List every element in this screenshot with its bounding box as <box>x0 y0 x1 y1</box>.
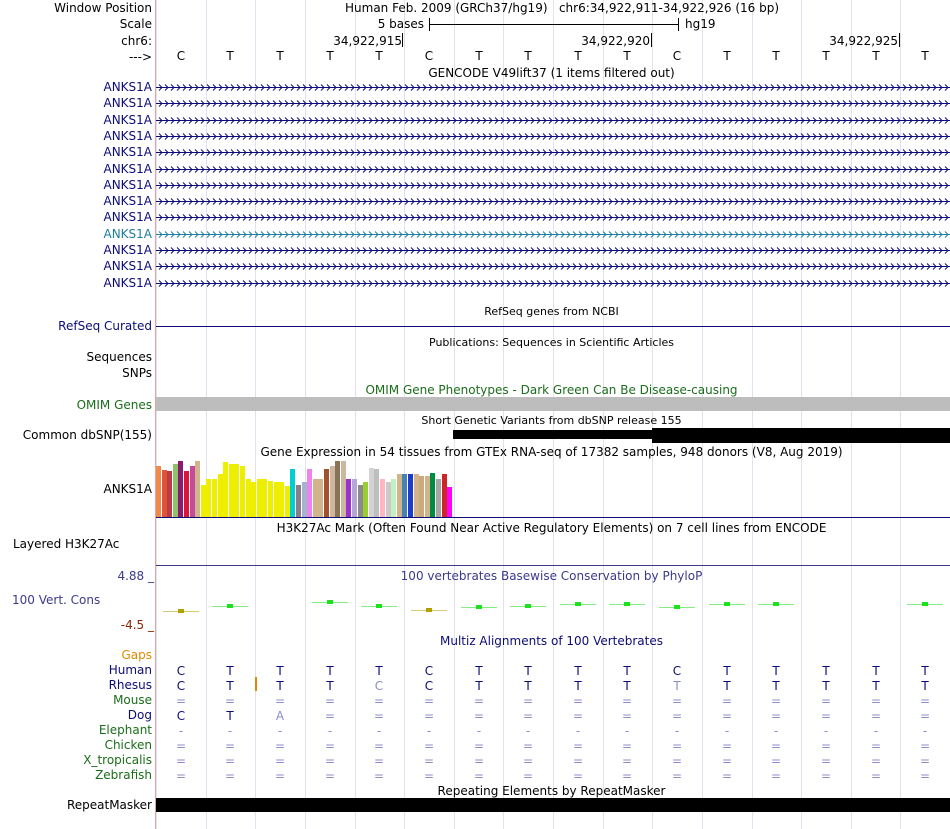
alignment-base: = <box>373 694 385 708</box>
alignment-base: = <box>274 754 286 768</box>
gencode-item-label[interactable]: ANKS1A <box>103 243 152 257</box>
alignment-base: = <box>324 709 336 723</box>
gtex-tissue-bar[interactable] <box>374 469 379 517</box>
gtex-tissue-bar[interactable] <box>363 482 368 517</box>
repeatmasker-track-label[interactable]: RepeatMasker <box>66 798 152 812</box>
gaps-label: Gaps <box>121 648 152 662</box>
reference-base: T <box>723 49 731 63</box>
species-label: Zebrafish <box>95 768 152 782</box>
gtex-tissue-bar[interactable] <box>307 469 312 517</box>
species-label: Mouse <box>113 693 152 707</box>
alignment-base: = <box>820 754 832 768</box>
species-label: Human <box>108 663 152 677</box>
alignment-base: T <box>226 679 234 693</box>
alignment-base: = <box>522 709 534 723</box>
conservation-min: -4.5 _ <box>120 618 154 632</box>
alignment-base: C <box>672 664 682 678</box>
alignment-base: = <box>423 754 435 768</box>
alignment-base: = <box>870 739 882 753</box>
alignment-base: = <box>919 739 931 753</box>
conservation-score-mark <box>922 602 928 606</box>
refseq-track-title: RefSeq genes from NCBI <box>484 305 619 318</box>
gtex-tissue-bar[interactable] <box>408 474 413 517</box>
gencode-transcript[interactable] <box>156 178 950 192</box>
coord-label: 34,922,915 <box>333 34 402 48</box>
alignment-base: = <box>522 769 534 783</box>
gtex-tissue-bar[interactable] <box>402 474 407 517</box>
alignment-base: - <box>178 724 184 738</box>
chrom-label: chr6: <box>121 34 152 48</box>
gencode-item-label[interactable]: ANKS1A <box>103 276 152 290</box>
alignment-base: - <box>873 724 879 738</box>
gtex-tissue-bar[interactable] <box>234 464 239 517</box>
omim-feature-bar[interactable] <box>156 397 950 411</box>
scale-bar-left-tick <box>429 18 430 31</box>
dbsnp-track-label[interactable]: Common dbSNP(155) <box>22 428 152 442</box>
alignment-base: = <box>870 754 882 768</box>
alignment-base: = <box>721 769 733 783</box>
alignment-base: - <box>624 724 630 738</box>
alignment-base: = <box>919 709 931 723</box>
conservation-score-mark <box>327 600 333 604</box>
gtex-tissue-bar[interactable] <box>240 466 245 517</box>
reference-base: T <box>822 49 830 63</box>
alignment-base: C <box>424 679 434 693</box>
gtex-tissue-bar[interactable] <box>251 482 256 517</box>
gencode-item-label[interactable]: ANKS1A <box>103 227 152 241</box>
gtex-tissue-bar[interactable] <box>223 462 228 517</box>
alignment-base: = <box>324 754 336 768</box>
alignment-base: C <box>176 664 186 678</box>
gencode-item-label[interactable]: ANKS1A <box>103 210 152 224</box>
alignment-base: = <box>721 754 733 768</box>
alignment-base: = <box>770 754 782 768</box>
alignment-base: = <box>473 754 485 768</box>
alignment-base: T <box>921 679 929 693</box>
alignment-base: = <box>274 694 286 708</box>
alignment-base: = <box>572 694 584 708</box>
alignment-base: = <box>274 739 286 753</box>
reference-base: T <box>226 49 234 63</box>
alignment-base: = <box>671 694 683 708</box>
alignment-base: = <box>919 694 931 708</box>
reference-base: T <box>276 49 284 63</box>
alignment-base: - <box>773 724 779 738</box>
alignment-base: = <box>820 709 832 723</box>
alignment-base: = <box>820 739 832 753</box>
strand-label: ---> <box>128 50 152 64</box>
reference-base: C <box>424 49 434 63</box>
alignment-base: = <box>919 769 931 783</box>
gencode-transcript[interactable] <box>156 96 950 110</box>
alignment-base: = <box>473 769 485 783</box>
alignment-base: T <box>226 709 234 723</box>
conservation-score-mark <box>178 609 184 613</box>
alignment-base: = <box>324 739 336 753</box>
gtex-tissue-bar[interactable] <box>290 469 295 517</box>
scale-bar <box>429 24 679 25</box>
scale-text: 5 bases <box>377 17 424 31</box>
multiz-track-title: Multiz Alignments of 100 Vertebrates <box>439 634 664 648</box>
alignment-base: T <box>375 664 383 678</box>
gencode-item-label[interactable]: ANKS1A <box>103 129 152 143</box>
omim-track-title: OMIM Gene Phenotypes - Dark Green Can Be Disease-causing <box>365 383 738 397</box>
gencode-transcript[interactable] <box>156 276 950 290</box>
alignment-base: T <box>872 664 880 678</box>
alignment-base: T <box>326 679 334 693</box>
alignment-base: = <box>572 769 584 783</box>
gencode-item-label[interactable]: ANKS1A <box>103 96 152 110</box>
alignment-base: - <box>575 724 581 738</box>
gtex-tissue-bar[interactable] <box>352 479 357 517</box>
gencode-item-label[interactable]: ANKS1A <box>103 194 152 208</box>
alignment-base: = <box>919 754 931 768</box>
gtex-tissue-bar[interactable] <box>156 466 161 517</box>
gencode-transcript[interactable] <box>156 162 950 176</box>
conservation-score-mark <box>674 605 680 609</box>
alignment-base: T <box>772 664 780 678</box>
reference-base: T <box>872 49 880 63</box>
gtex-baseline <box>156 517 950 518</box>
gencode-item-label[interactable]: ANKS1A <box>103 80 152 94</box>
alignment-base: T <box>623 664 631 678</box>
alignment-base: C <box>424 664 434 678</box>
alignment-base: = <box>721 694 733 708</box>
refseq-line <box>156 326 950 327</box>
alignment-base: T <box>723 664 731 678</box>
alignment-base: = <box>373 739 385 753</box>
conservation-score-mark <box>525 604 531 608</box>
alignment-base: = <box>522 754 534 768</box>
alignment-base: T <box>772 679 780 693</box>
gtex-tissue-bar[interactable] <box>268 481 273 517</box>
dbsnp-feature[interactable] <box>652 428 950 443</box>
reference-base: C <box>176 49 186 63</box>
coord-tick <box>651 33 652 47</box>
alignment-base: = <box>224 754 236 768</box>
coord-tick <box>402 33 403 47</box>
dbsnp-track-title: Short Genetic Variants from dbSNP release 155 <box>421 414 682 427</box>
gtex-tissue-bar[interactable] <box>419 476 424 517</box>
alignment-base: T <box>326 664 334 678</box>
gtex-tissue-bar[interactable] <box>212 479 217 517</box>
gencode-transcript[interactable] <box>156 259 950 273</box>
alignment-base: = <box>175 754 187 768</box>
gtex-tissue-bar[interactable] <box>184 471 189 517</box>
gtex-tissue-bar[interactable] <box>346 479 351 517</box>
alignment-base: - <box>327 724 333 738</box>
conservation-score-mark <box>575 602 581 606</box>
gencode-transcript[interactable] <box>156 80 950 94</box>
gencode-item-label[interactable]: ANKS1A <box>103 162 152 176</box>
refseq-track-label[interactable]: RefSeq Curated <box>58 319 152 333</box>
alignment-base: = <box>770 739 782 753</box>
species-label: Chicken <box>104 738 152 752</box>
alignment-base: T <box>475 664 483 678</box>
h3k27ac-baseline <box>156 565 950 566</box>
alignment-base: = <box>373 709 385 723</box>
reference-base: T <box>574 49 582 63</box>
alignment-base: = <box>324 694 336 708</box>
alignment-base: = <box>522 694 534 708</box>
alignment-base: T <box>574 664 582 678</box>
alignment-base: = <box>423 709 435 723</box>
alignment-base: = <box>721 709 733 723</box>
conservation-score-mark <box>624 602 630 606</box>
alignment-base: A <box>275 709 285 723</box>
alignment-base: = <box>373 769 385 783</box>
gencode-transcript[interactable] <box>156 129 950 143</box>
gtex-tissue-bar[interactable] <box>206 479 211 517</box>
conservation-max: 4.88 _ <box>117 569 154 583</box>
alignment-base: = <box>621 739 633 753</box>
gtex-tissue-bar[interactable] <box>436 479 441 517</box>
gtex-tissue-bar[interactable] <box>296 485 301 517</box>
species-label: Elephant <box>98 723 152 737</box>
alignment-base: T <box>276 664 284 678</box>
alignment-base: - <box>426 724 432 738</box>
alignment-base: = <box>870 769 882 783</box>
alignment-base: - <box>724 724 730 738</box>
scale-label: Scale <box>119 17 152 31</box>
gtex-tissue-bar[interactable] <box>380 479 385 517</box>
alignment-base: = <box>770 709 782 723</box>
conservation-track-label[interactable]: 100 Vert. Cons <box>12 593 101 607</box>
alignment-base: T <box>872 679 880 693</box>
alignment-base: = <box>820 694 832 708</box>
conservation-score-mark <box>773 602 779 606</box>
gtex-tissue-bar[interactable] <box>178 461 183 517</box>
gtex-tissue-bar[interactable] <box>391 479 396 517</box>
alignment-base: = <box>721 739 733 753</box>
reference-base: C <box>672 49 682 63</box>
snps-track-label[interactable]: SNPs <box>122 366 152 380</box>
alignment-base: = <box>522 739 534 753</box>
gtex-tissue-bar[interactable] <box>262 479 267 517</box>
alignment-base: = <box>770 694 782 708</box>
gencode-transcript[interactable] <box>156 243 950 257</box>
gencode-transcript[interactable] <box>156 194 950 208</box>
conservation-score-mark <box>227 604 233 608</box>
alignment-base: = <box>473 739 485 753</box>
conservation-score-mark <box>476 605 482 609</box>
alignment-base: = <box>671 754 683 768</box>
window-position-label: Window Position <box>54 1 152 15</box>
alignment-base: T <box>574 679 582 693</box>
alignment-base: = <box>572 739 584 753</box>
h3k27ac-track-title: H3K27Ac Mark (Often Found Near Active Regulatory Elements) on 7 cell lines from ENCODE <box>276 521 827 535</box>
conservation-track-title: 100 vertebrates Basewise Conservation by PhyloP <box>400 569 703 583</box>
gencode-item-label[interactable]: ANKS1A <box>103 145 152 159</box>
alignment-base: C <box>374 679 384 693</box>
alignment-base: T <box>524 664 532 678</box>
alignment-base: = <box>621 769 633 783</box>
alignment-base: = <box>671 709 683 723</box>
gencode-track-title: GENCODE V49lift37 (1 items filtered out) <box>428 66 675 80</box>
alignment-base: = <box>324 769 336 783</box>
alignment-base: = <box>820 769 832 783</box>
gencode-item-label[interactable]: ANKS1A <box>103 178 152 192</box>
alignment-base: = <box>373 754 385 768</box>
gencode-item-label[interactable]: ANKS1A <box>103 259 152 273</box>
alignment-base: = <box>473 709 485 723</box>
species-label: Dog <box>127 708 152 722</box>
gtex-tissue-bar[interactable] <box>195 461 200 517</box>
species-label: X_tropicalis <box>83 753 152 767</box>
gencode-item-label[interactable]: ANKS1A <box>103 113 152 127</box>
alignment-base: T <box>276 679 284 693</box>
alignment-base: = <box>671 739 683 753</box>
gtex-track-title: Gene Expression in 54 tissues from GTEx RNA-seq of 17382 samples, 948 donors (V8, Aug 2019) <box>260 445 843 459</box>
gencode-transcript[interactable] <box>156 210 950 224</box>
omim-track-label[interactable]: OMIM Genes <box>76 398 152 412</box>
alignment-base: - <box>823 724 829 738</box>
alignment-base: = <box>870 694 882 708</box>
alignment-base: = <box>473 694 485 708</box>
alignment-base: = <box>175 694 187 708</box>
alignment-base: = <box>224 769 236 783</box>
gtex-tissue-bar[interactable] <box>318 479 323 517</box>
gtex-tissue-bar[interactable] <box>279 482 284 517</box>
alignment-base: = <box>870 709 882 723</box>
rhesus-insertion-mark <box>255 677 257 691</box>
alignment-base: T <box>822 664 830 678</box>
alignment-base: - <box>227 724 233 738</box>
alignment-base: - <box>277 724 283 738</box>
gtex-tissue-bar[interactable] <box>324 469 329 517</box>
alignment-base: = <box>423 739 435 753</box>
alignment-base: - <box>674 724 680 738</box>
alignment-base: = <box>770 769 782 783</box>
repeatmasker-feature[interactable] <box>156 798 950 812</box>
alignment-base: = <box>621 709 633 723</box>
alignment-base: C <box>176 709 186 723</box>
alignment-base: = <box>621 754 633 768</box>
conservation-score-mark <box>724 602 730 606</box>
alignment-base: T <box>475 679 483 693</box>
alignment-base: T <box>226 664 234 678</box>
coord-tick <box>899 33 900 47</box>
alignment-base: = <box>175 739 187 753</box>
alignment-base: - <box>476 724 482 738</box>
gencode-transcript[interactable] <box>156 145 950 159</box>
alignment-base: - <box>922 724 928 738</box>
scale-bar-right-tick <box>678 18 679 31</box>
h3k27ac-track-label[interactable]: Layered H3K27Ac <box>13 537 120 551</box>
gencode-transcript[interactable] <box>156 227 950 241</box>
alignment-base: = <box>572 709 584 723</box>
alignment-base: = <box>224 739 236 753</box>
alignment-base: = <box>224 694 236 708</box>
alignment-base: = <box>423 769 435 783</box>
coord-label: 34,922,920 <box>581 34 650 48</box>
species-label: Rhesus <box>108 678 152 692</box>
gtex-tissue-bar[interactable] <box>335 461 340 517</box>
alignment-base: - <box>525 724 531 738</box>
alignment-base: = <box>274 769 286 783</box>
gtex-tissue-bar[interactable] <box>167 471 172 517</box>
gencode-transcript[interactable] <box>156 113 950 127</box>
gtex-track-label[interactable]: ANKS1A <box>103 482 152 496</box>
alignment-base: T <box>673 679 681 693</box>
conservation-score-mark <box>376 604 382 608</box>
gtex-tissue-bar[interactable] <box>430 473 435 517</box>
conservation-score-mark <box>426 608 432 612</box>
alignment-base: - <box>376 724 382 738</box>
alignment-base: T <box>723 679 731 693</box>
reference-base: T <box>475 49 483 63</box>
repeatmasker-track-title: Repeating Elements by RepeatMasker <box>437 784 666 798</box>
coord-label: 34,922,925 <box>829 34 898 48</box>
reference-base: T <box>524 49 532 63</box>
reference-base: T <box>772 49 780 63</box>
reference-base: T <box>375 49 383 63</box>
alignment-base: = <box>175 769 187 783</box>
alignment-base: = <box>423 694 435 708</box>
sequences-track-label[interactable]: Sequences <box>86 350 152 364</box>
alignment-base: C <box>176 679 186 693</box>
reference-base: T <box>921 49 929 63</box>
alignment-base: = <box>671 769 683 783</box>
alignment-base: T <box>921 664 929 678</box>
alignment-base: = <box>572 754 584 768</box>
alignment-base: T <box>524 679 532 693</box>
alignment-base: T <box>623 679 631 693</box>
publications-track-title: Publications: Sequences in Scientific Articles <box>429 336 674 349</box>
alignment-base: = <box>621 694 633 708</box>
reference-base: T <box>326 49 334 63</box>
alignment-base: T <box>822 679 830 693</box>
scale-assembly: hg19 <box>685 17 716 31</box>
window-position-value: Human Feb. 2009 (GRCh37/hg19) chr6:34,922,911-34,922,926 (16 bp) <box>345 1 780 15</box>
reference-base: T <box>623 49 631 63</box>
gtex-tissue-bar[interactable] <box>447 487 452 517</box>
